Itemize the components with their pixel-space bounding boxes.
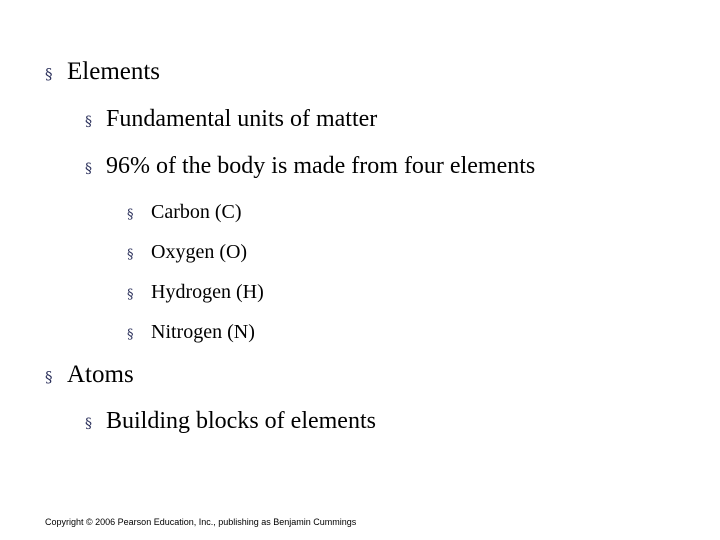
bullet-marker-icon: § xyxy=(45,65,53,83)
bullet-text: Carbon (C) xyxy=(151,201,242,223)
bullet-text: Nitrogen (N) xyxy=(151,321,255,343)
bullet-marker-icon: § xyxy=(127,247,134,262)
bullet-text: Elements xyxy=(67,58,161,85)
bullet-text: Oxygen (O) xyxy=(151,241,248,263)
bullet-marker-icon: § xyxy=(45,368,53,386)
bullet-oxygen xyxy=(127,241,247,264)
bullet-text: Hydrogen (H) xyxy=(151,281,264,303)
bullet-atoms xyxy=(45,361,134,389)
bullet-fundamental-units xyxy=(85,106,377,133)
bullet-building-blocks xyxy=(85,408,376,435)
bullet-marker-icon: § xyxy=(85,161,92,177)
bullet-hydrogen xyxy=(127,281,264,304)
bullet-elements xyxy=(45,58,160,86)
bullet-marker-icon: § xyxy=(127,327,134,342)
bullet-marker-icon: § xyxy=(127,207,134,222)
bullet-text: Fundamental units of matter xyxy=(106,106,378,132)
bullet-text: 96% of the body is made from four elements xyxy=(106,153,536,179)
bullet-text: Atoms xyxy=(67,361,134,388)
bullet-marker-icon: § xyxy=(127,287,134,302)
bullet-carbon xyxy=(127,201,242,224)
bullet-text: Building blocks of elements xyxy=(106,408,376,434)
bullet-body-composition xyxy=(85,153,535,180)
bullet-marker-icon: § xyxy=(85,114,92,130)
copyright-footer: Copyright © 2006 Pearson Education, Inc., publishing as Benjamin Cummings xyxy=(45,517,357,527)
bullet-marker-icon: § xyxy=(85,416,92,432)
bullet-nitrogen xyxy=(127,321,255,344)
